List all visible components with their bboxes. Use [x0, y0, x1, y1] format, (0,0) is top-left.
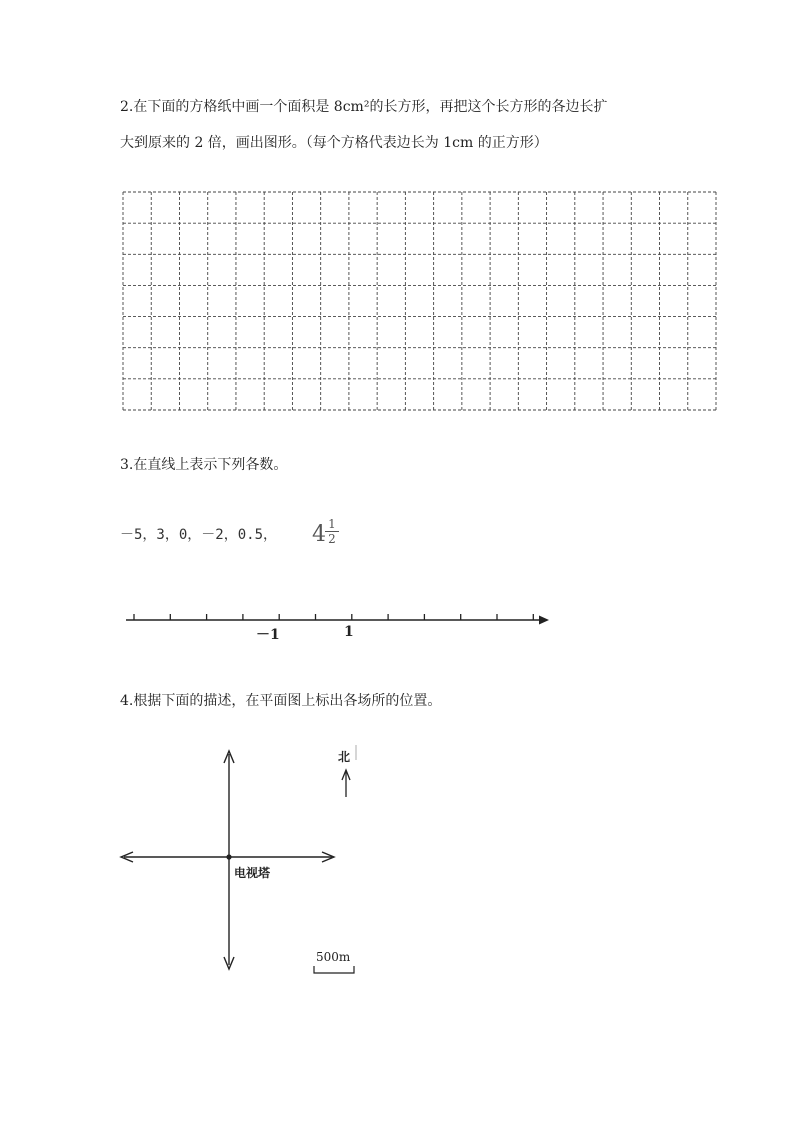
map-plan[interactable] — [121, 745, 356, 973]
mixed-number-fraction — [325, 518, 339, 545]
square-grid[interactable] — [123, 192, 716, 410]
fraction-denominator: 2 — [328, 532, 336, 546]
fraction-numerator: 1 — [328, 517, 336, 531]
label-negative-one: －1 — [256, 627, 280, 643]
tv-tower-point — [226, 854, 231, 859]
label-positive-one: 1 — [344, 624, 354, 640]
number-line-arrow-icon — [539, 616, 549, 625]
question-4-prompt: 4.根据下面的描述，在平面图上标出各场所的位置。 — [120, 693, 442, 709]
north-label: 北 — [338, 750, 351, 764]
scale-label: 500m — [316, 950, 351, 964]
tv-tower-label: 电视塔 — [234, 866, 271, 880]
mixed-number-whole: 4 — [312, 522, 326, 547]
number-line[interactable] — [126, 614, 549, 625]
numbers-to-plot: －5，3，0，－2，0.5， — [120, 527, 278, 543]
question-2-line-2: 大到原来的 2 倍，画出图形。（每个方格代表边长为 1cm 的正方形） — [120, 135, 548, 151]
scale-bar — [314, 966, 354, 973]
number-line-ticks — [134, 614, 533, 620]
question-2-line-1: 2.在下面的方格纸中画一个面积是 8cm²的长方形，再把这个长方形的各边长扩 — [120, 99, 608, 115]
question-3-prompt: 3.在直线上表示下列各数。 — [120, 457, 288, 473]
